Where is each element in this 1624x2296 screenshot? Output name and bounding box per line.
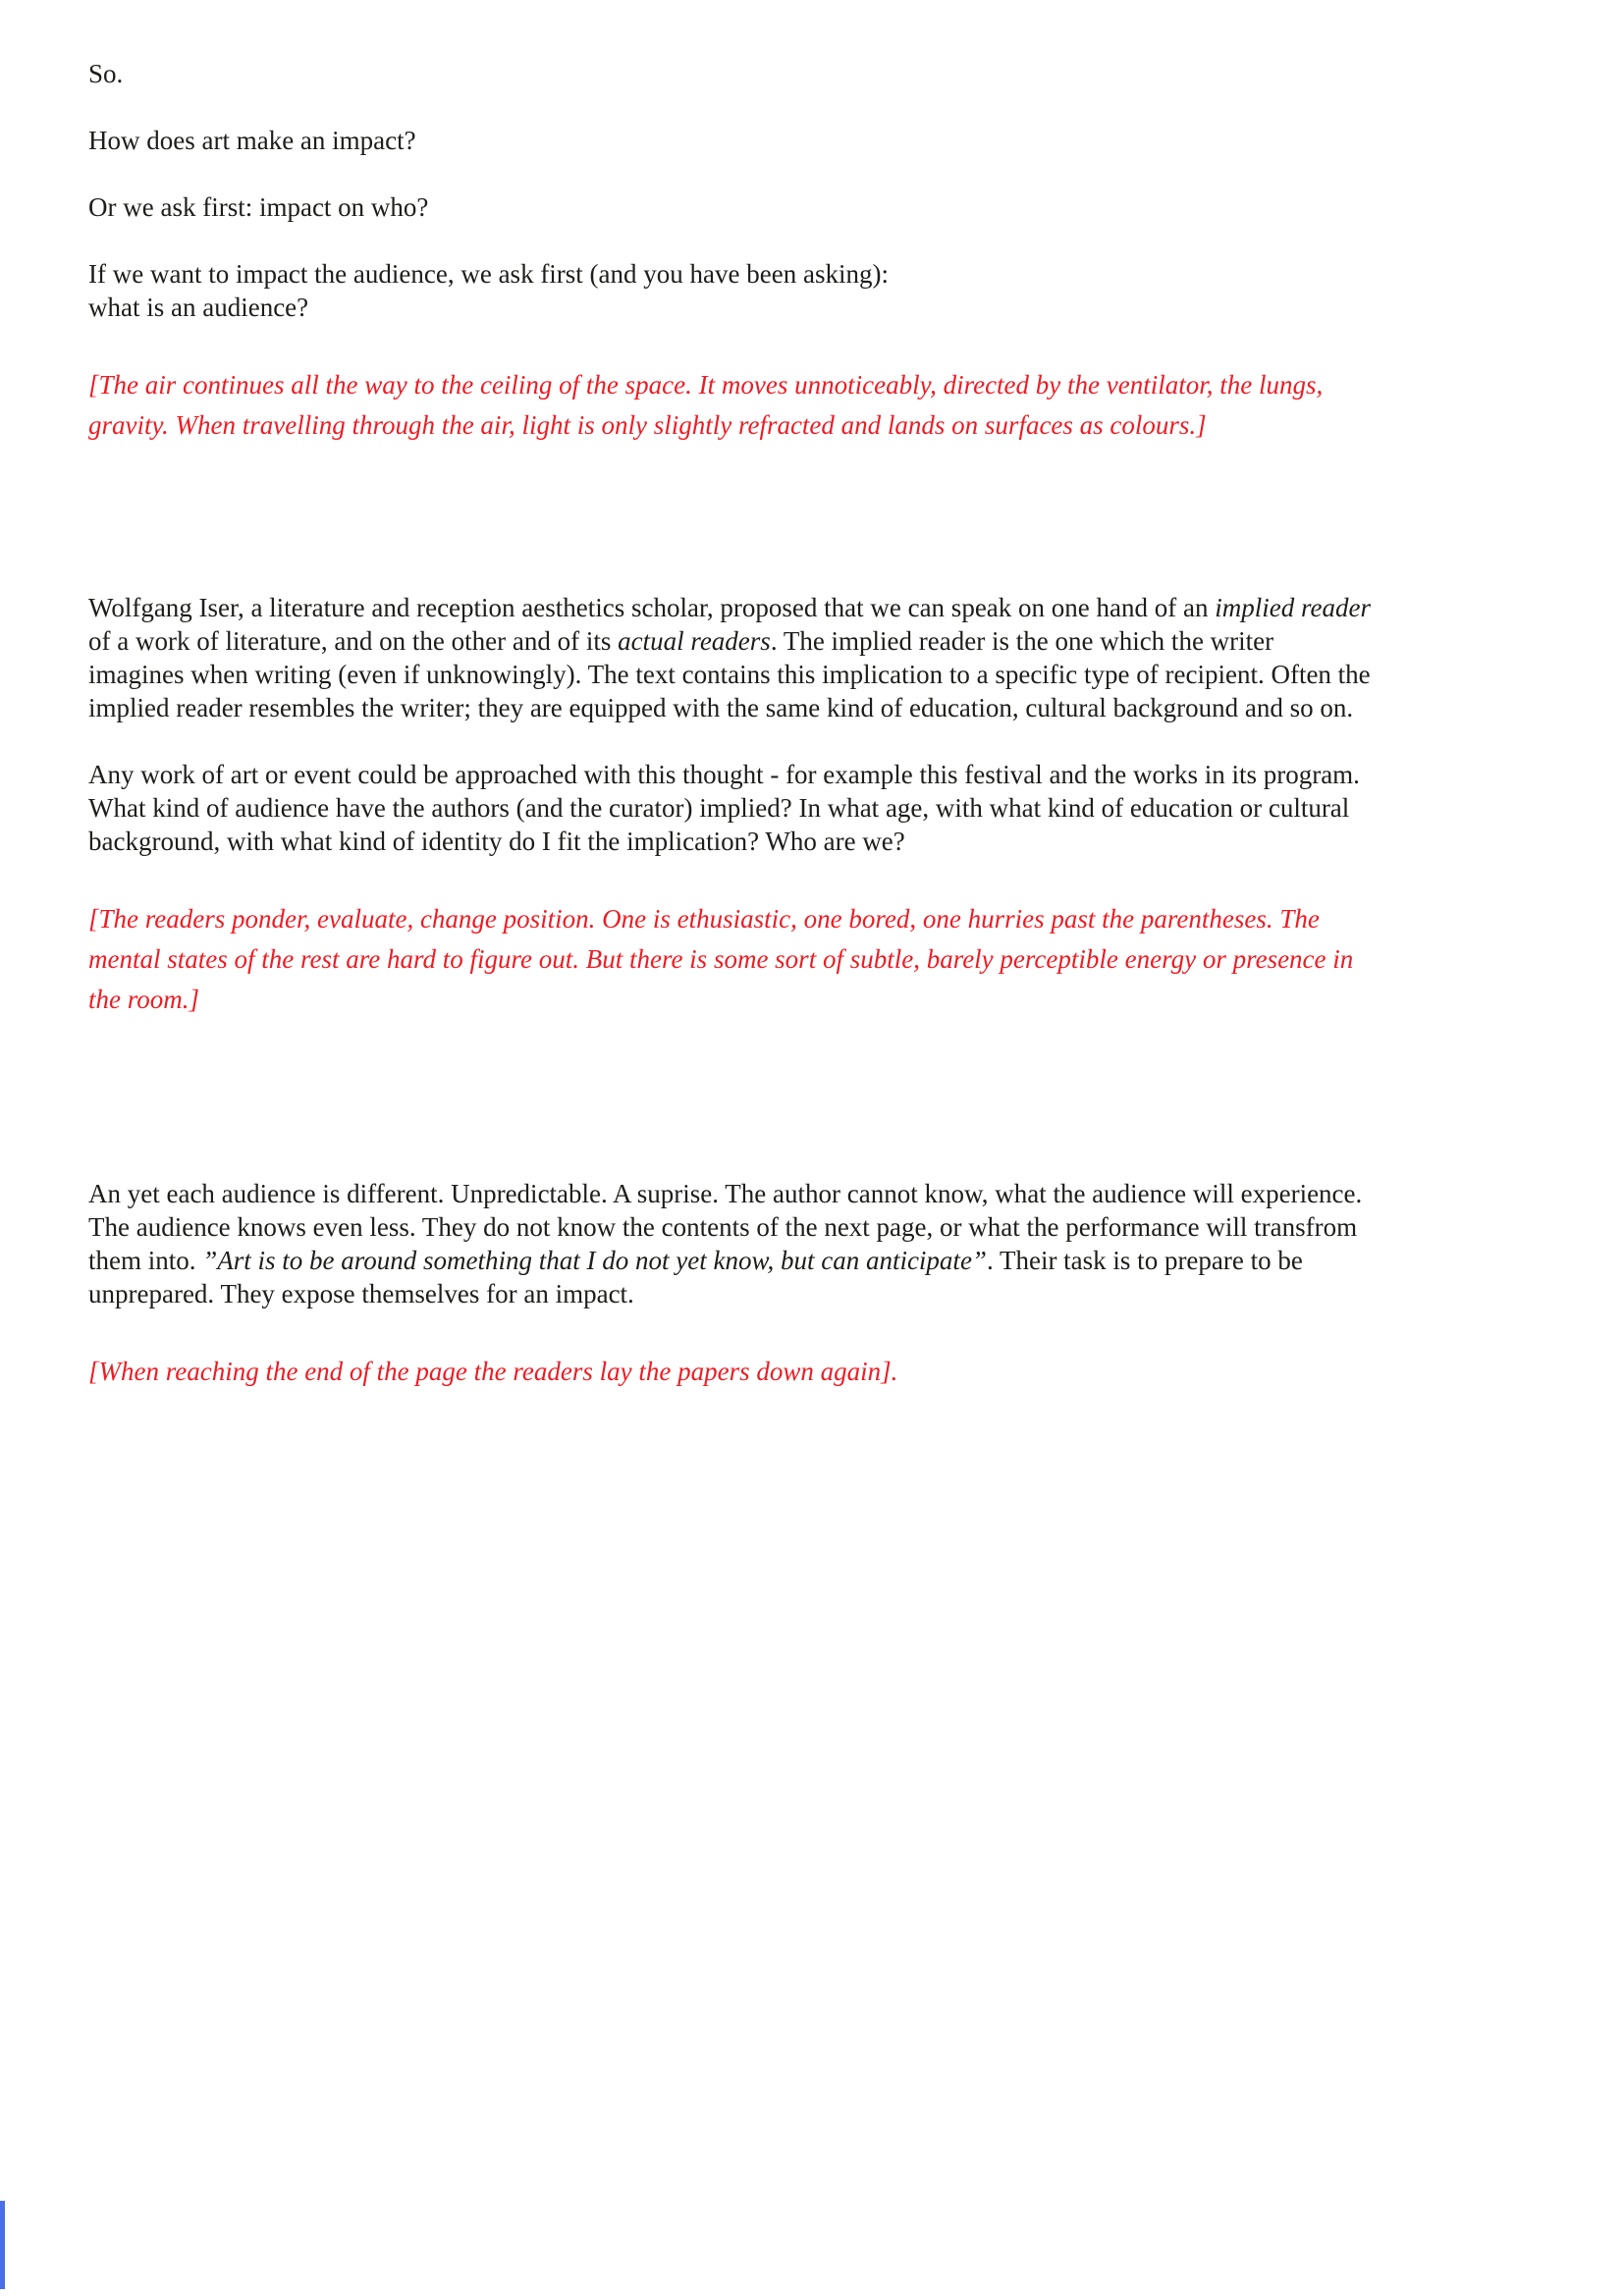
paragraph-wolfgang-iser bbox=[88, 591, 1375, 724]
text-run: . Their task is to prepare to be unprepared. They expose themselves for an impact. bbox=[88, 1246, 1303, 1308]
text-run: An yet each audience is different. Unpredictable. A suprise. The author cannot know, what the audience will experience. The audience knows even less. They do not know the contents of the next page, or what the performance will transfrom them into. bbox=[88, 1179, 1363, 1275]
text-run: Wolfgang Iser, a literature and reception aesthetics scholar, proposed that we can speak on one hand of an bbox=[88, 593, 1216, 622]
paragraph-each-audience bbox=[88, 1177, 1375, 1310]
stage-note-end: [When reaching the end of the page the readers lay the papers down again]. bbox=[88, 1357, 898, 1386]
text-run: . The implied reader is the one which the writer imagines when writing (even if unknowingly). The text contains this implication to a specific type of recipient. Often the implied reader resembles the writer; they are equipped with the same kind of education, cultural background and so on. bbox=[88, 626, 1371, 722]
stage-note-air: [The air continues all the way to the ceiling of the space. It moves unnoticeably, directed by the ventilator, the lungs, gravity. When travelling through the air, light is only slightly refracted and lands on surfaces as colours.] bbox=[88, 370, 1324, 440]
paragraph-any-work: Any work of art or event could be approached with this thought - for example this festival and the works in its program. What kind of audience have the authors (and the curator) implied? In what age, with what kind of education or cultural background, with what kind of identity do I fit the implication? Who are we? bbox=[88, 760, 1360, 856]
text-run-italic: ”Art is to be around something that I do not yet know, but can anticipate” bbox=[202, 1246, 987, 1275]
paragraph-so: So. bbox=[88, 59, 124, 88]
text-run: of a work of literature, and on the other and of its bbox=[88, 626, 619, 656]
text-run-italic: actual readers bbox=[618, 626, 771, 656]
paragraph-audience-question bbox=[88, 257, 1375, 324]
text-column bbox=[88, 57, 1375, 1392]
stage-note-readers: [The readers ponder, evaluate, change position. One is ethusiastic, one bored, one hurries past the parentheses. The mental states of the rest are hard to figure out. But there is some sort of subtle, barely perceptible energy or presence in the room.] bbox=[88, 904, 1354, 1014]
paragraph-who-question: Or we ask first: impact on who? bbox=[88, 192, 429, 222]
text-line: what is an audience? bbox=[88, 293, 309, 322]
page-edge-mark bbox=[0, 2201, 5, 2289]
text-line: If we want to impact the audience, we ask first (and you have been asking): bbox=[88, 259, 889, 289]
paragraph-impact-question: How does art make an impact? bbox=[88, 126, 416, 155]
text-run-italic: implied reader bbox=[1215, 593, 1371, 622]
